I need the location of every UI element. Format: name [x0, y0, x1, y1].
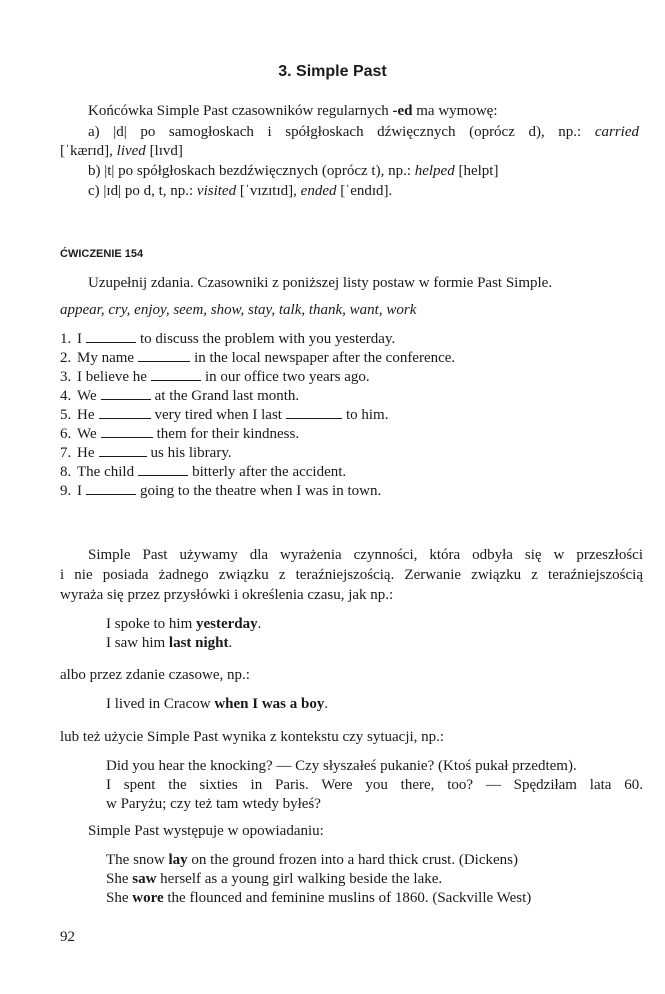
item-number: 9. — [60, 483, 72, 499]
narrative-quote — [106, 852, 518, 869]
item-number: 2. — [60, 350, 72, 366]
item-number: 6. — [60, 426, 72, 442]
rule-c-example-2: ended — [300, 183, 337, 199]
usage-paragraph-line: i nie posiada żadnego związku z teraźniejszością. Zerwanie związku z teraźniejszością — [60, 567, 643, 583]
exercise-word-list: appear, cry, enjoy, seem, show, stay, talk, thank, want, work — [60, 302, 417, 318]
page-number: 92 — [60, 929, 75, 945]
item-number: 5. — [60, 407, 72, 423]
answer-blank[interactable] — [286, 406, 342, 419]
quote-text: She — [106, 890, 133, 906]
example-highlight: last night — [168, 635, 229, 651]
exercise-item — [60, 330, 395, 348]
example-text: I spoke to him — [106, 616, 196, 632]
usage-paragraph: albo przez zdanie czasowe, np.: — [60, 667, 250, 683]
usage-paragraph: lub też użycie Simple Past wynika z kontekstu czy sytuacji, np.: — [60, 729, 445, 745]
rule-a-example-2: lived — [116, 143, 146, 159]
item-number: 3. — [60, 369, 72, 385]
item-text: I believe he — [77, 369, 147, 385]
usage-example — [106, 616, 261, 633]
usage-example — [106, 635, 232, 652]
narrative-quote — [106, 871, 442, 888]
item-text: The child — [77, 464, 135, 480]
answer-blank[interactable] — [101, 387, 151, 400]
page-title: 3. Simple Past — [278, 63, 387, 80]
rule-a — [88, 124, 639, 141]
rule-c-text: c) |ɪd| po d, t, np.: — [88, 183, 197, 199]
exercise-item — [60, 406, 388, 424]
item-number: 7. — [60, 445, 72, 461]
example-text: . — [228, 635, 233, 651]
answer-blank[interactable] — [138, 349, 190, 362]
usage-paragraph: Simple Past występuje w opowiadaniu: — [88, 823, 324, 839]
rule-a-text: a) |d| po samogłoskach i spółgłoskach dźwięcznych (oprócz d), np.: — [88, 124, 595, 140]
usage-paragraph-line: Simple Past używamy dla wyrażenia czynności, która odbyła się w przeszłości — [88, 547, 643, 563]
rule-b-example: helped — [414, 163, 455, 179]
item-number: 4. — [60, 388, 72, 404]
quote-text: herself as a young girl walking beside the lake. — [156, 871, 443, 887]
item-text: I — [77, 483, 82, 499]
intro-text-end: ma wymowę: — [412, 103, 498, 119]
rule-a-phonetic: [ˈkærɪd], — [60, 143, 117, 159]
item-text: My name — [77, 350, 135, 366]
example-text: . — [324, 696, 329, 712]
exercise-item — [60, 482, 381, 500]
answer-blank[interactable] — [99, 444, 147, 457]
narrative-quote — [106, 890, 531, 907]
rule-c-example-1: visited — [196, 183, 237, 199]
usage-paragraph-line: wyraża się przez przysłówki i określenia czasu, jak np.: — [60, 587, 394, 603]
item-text: them for their kindness. — [156, 426, 300, 442]
item-text: to him. — [345, 407, 389, 423]
item-text: We — [77, 388, 97, 404]
rule-c-phonetic-1: [ˈvɪzɪtɪd], — [236, 183, 301, 199]
exercise-item — [60, 425, 299, 443]
usage-example: w Paryżu; czy też tam wtedy byłeś? — [106, 796, 321, 812]
intro-line — [88, 103, 498, 120]
exercise-item — [60, 463, 346, 481]
item-text: bitterly after the accident. — [192, 464, 347, 480]
answer-blank[interactable] — [86, 482, 136, 495]
usage-example: Did you hear the knocking? — Czy słyszałeś pukanie? (Ktoś pukał przedtem). — [106, 758, 577, 774]
exercise-item — [60, 368, 370, 386]
exercise-item — [60, 444, 232, 462]
exercise-heading: ĆWICZENIE 154 — [60, 248, 144, 260]
exercise-instruction: Uzupełnij zdania. Czasowniki z poniższej listy postaw w formie Past Simple. — [88, 275, 553, 291]
answer-blank[interactable] — [99, 406, 151, 419]
item-text: very tired when I last — [154, 407, 282, 423]
intro-text: Końcówka Simple Past czasowników regularnych — [88, 103, 393, 119]
item-number: 1. — [60, 331, 72, 347]
usage-example: I spent the sixties in Paris. Were you there, too? — Spędziłam lata 60. — [106, 777, 643, 793]
item-text: He — [77, 407, 95, 423]
item-text: to discuss the problem with you yesterday. — [140, 331, 396, 347]
rule-a-cont — [60, 143, 183, 160]
quote-verb: wore — [132, 890, 164, 906]
rule-b — [88, 163, 498, 180]
item-text: going to the theatre when I was in town. — [140, 483, 382, 499]
item-text: He — [77, 445, 95, 461]
exercise-item — [60, 387, 299, 405]
item-text: at the Grand last month. — [154, 388, 300, 404]
rule-c-phonetic-2: [ˈendɪd]. — [336, 183, 393, 199]
quote-verb: saw — [132, 871, 157, 887]
rule-a-example: carried — [594, 124, 639, 140]
item-text: in our office two years ago. — [204, 369, 370, 385]
usage-example — [106, 696, 328, 713]
rule-a-phonetic-2: [lɪvd] — [145, 143, 183, 159]
quote-text: the flounced and feminine muslins of 1860. (Sackville West) — [163, 890, 532, 906]
answer-blank[interactable] — [138, 463, 188, 476]
example-highlight: when I was a boy — [214, 696, 325, 712]
quote-text: on the ground frozen into a hard thick crust. (Dickens) — [187, 852, 518, 868]
item-text: us his library. — [150, 445, 232, 461]
example-highlight: yesterday — [196, 616, 258, 632]
answer-blank[interactable] — [101, 425, 153, 438]
item-text: I — [77, 331, 82, 347]
example-text: I lived in Cracow — [106, 696, 215, 712]
rule-c — [88, 183, 392, 200]
exercise-item — [60, 349, 455, 367]
quote-text: The snow — [106, 852, 169, 868]
answer-blank[interactable] — [151, 368, 201, 381]
rule-b-phonetic: [helpt] — [454, 163, 499, 179]
quote-verb: lay — [168, 852, 188, 868]
item-text: in the local newspaper after the conference. — [194, 350, 456, 366]
example-text: . — [257, 616, 262, 632]
item-number: 8. — [60, 464, 72, 480]
quote-text: She — [106, 871, 133, 887]
example-text: I saw him — [106, 635, 169, 651]
ed-suffix: -ed — [392, 103, 413, 119]
rule-b-text: b) |t| po spółgłoskach bezdźwięcznych (oprócz t), np.: — [88, 163, 415, 179]
item-text: We — [77, 426, 97, 442]
answer-blank[interactable] — [86, 330, 136, 343]
